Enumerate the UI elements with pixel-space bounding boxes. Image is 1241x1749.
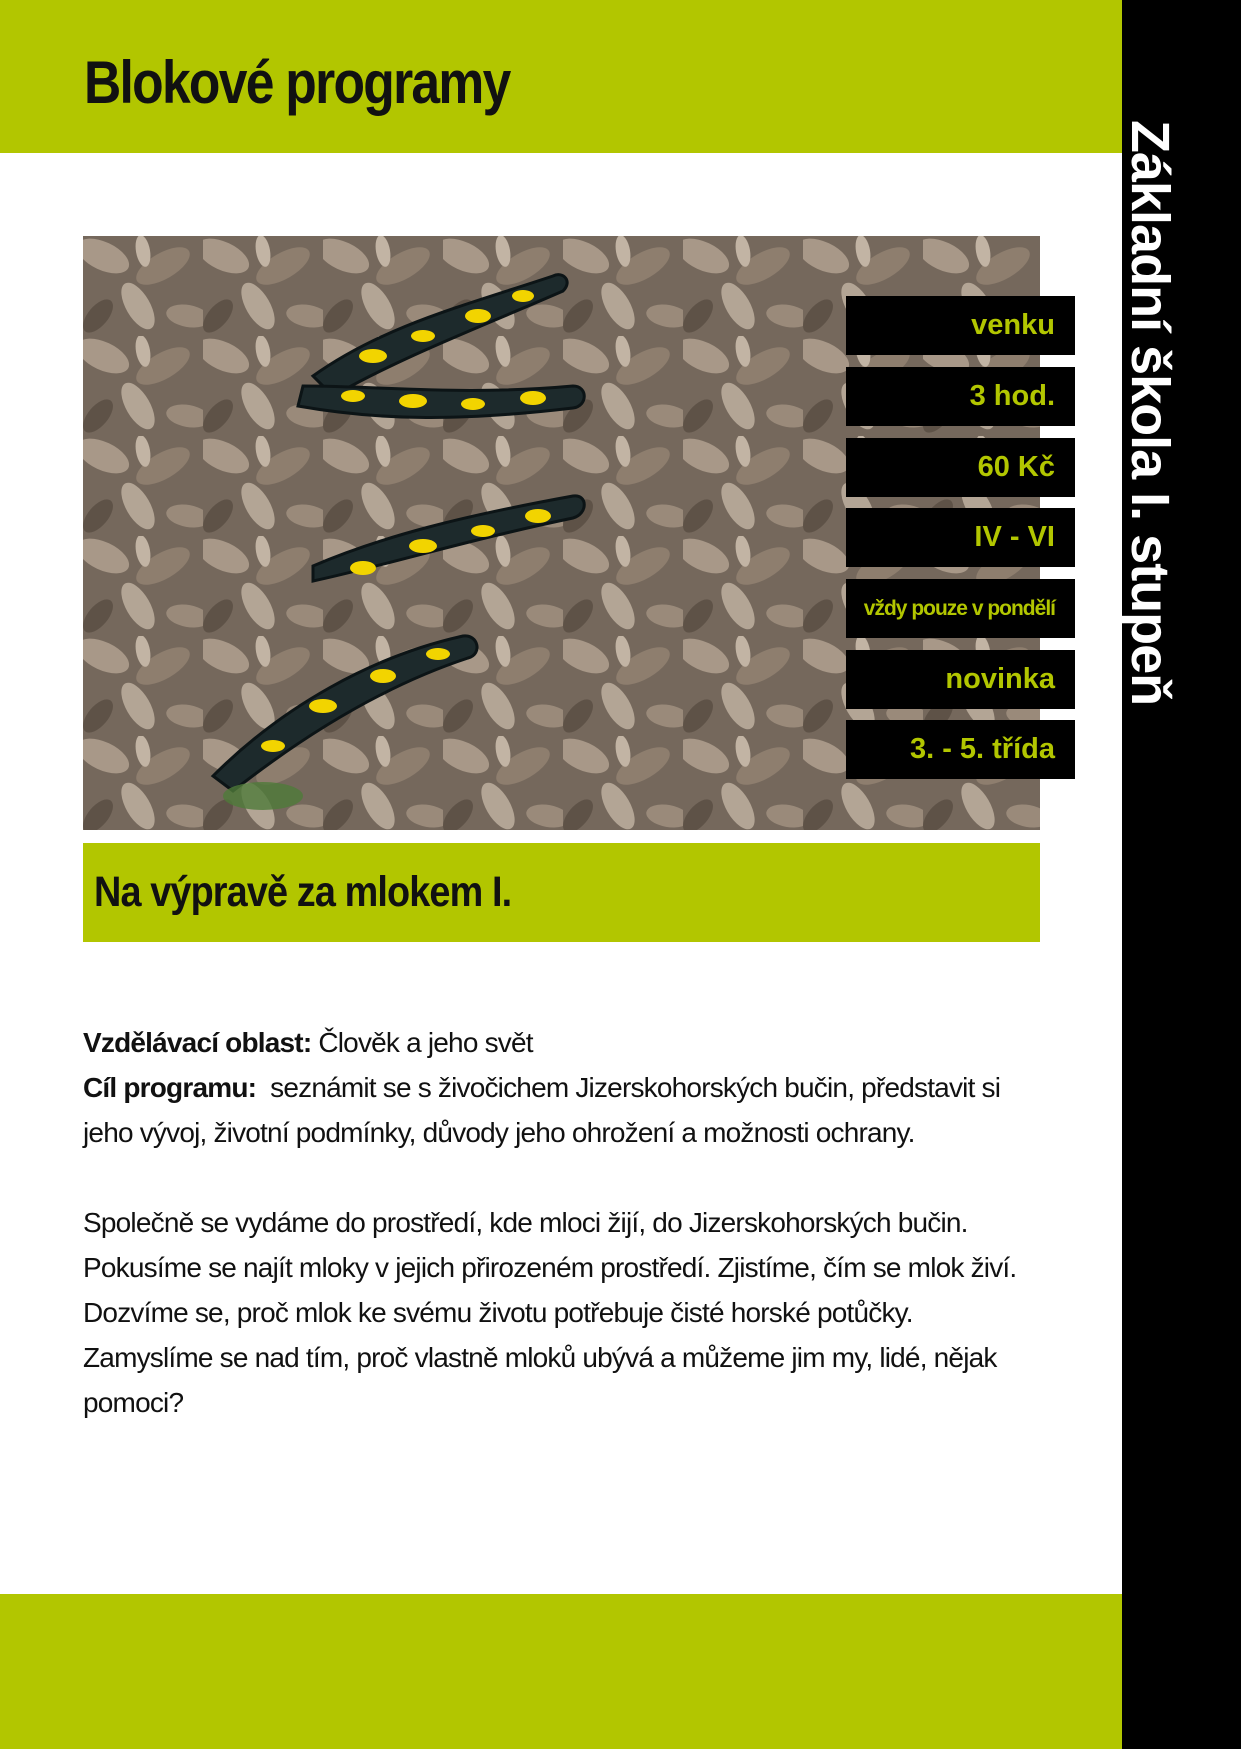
program-goal-value: seznámit se s živočichem Jizerskohorských bučin, představit si jeho vývoj, životní podmínky, důvody jeho ohrožení a možnosti ochrany. (83, 1072, 1001, 1148)
sidebar-label: Základní škola I. stupeň (1120, 120, 1180, 706)
program-description (83, 1020, 1043, 1425)
program-text: Společně se vydáme do prostředí, kde mloci žijí, do Jizerskohorských bučin. Pokusíme se najít mloky v jejich přirozeném prostředí. Zjistíme, čím se mlok živí. Dozvíme se, proč mlok ke svému životu potřebuje čisté horské potůčky. Zamyslíme se nad tím, proč vlastně mloků ubývá a můžeme jim my, lidé, nějak pomoci? (83, 1207, 1017, 1418)
program-title: Na výpravě za mlokem I. (94, 868, 512, 916)
tag-months: IV - VI (846, 508, 1075, 567)
tag-duration: 3 hod. (846, 367, 1075, 426)
program-goal-label: Cíl programu: (83, 1072, 257, 1103)
education-area (83, 1020, 1043, 1065)
tag-location: venku (846, 296, 1075, 355)
page-title: Blokové programy (84, 49, 510, 116)
program-goal (83, 1065, 1043, 1155)
tag-price: 60 Kč (846, 438, 1075, 497)
tag-day: vždy pouze v pondělí (846, 579, 1075, 638)
education-area-value: Člověk a jeho svět (318, 1027, 533, 1058)
footer-band (0, 1594, 1122, 1749)
tag-new: novinka (846, 650, 1075, 709)
tag-grade: 3. - 5. třída (846, 720, 1075, 779)
education-area-label: Vzdělávací oblast: (83, 1027, 312, 1058)
